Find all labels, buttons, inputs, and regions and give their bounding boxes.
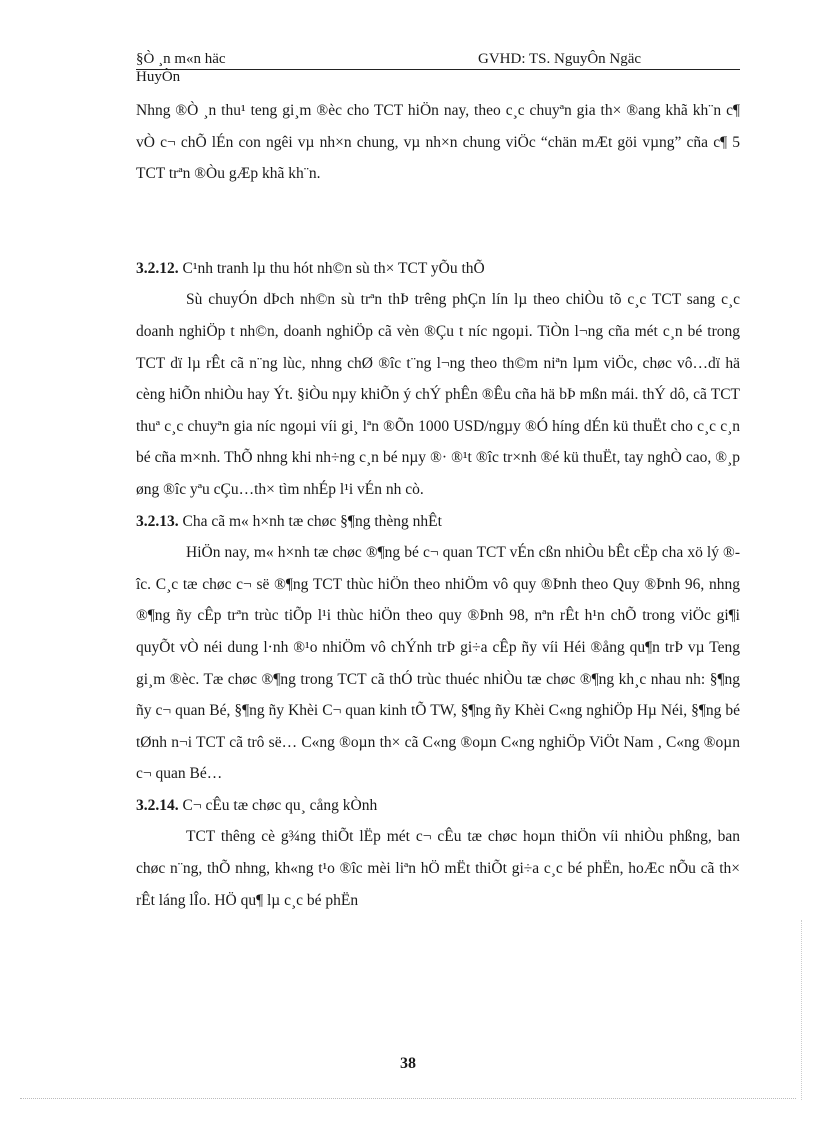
header-supervisor: GVHD: TS. NguyÔn Ngäc (478, 51, 642, 67)
header-divider (136, 69, 740, 70)
section-number: 3.2.13. (136, 512, 179, 530)
section-number: 3.2.14. (136, 796, 179, 814)
header-subject: §Ò ¸n m«n häc (136, 51, 226, 67)
section-title: Cha cã m« h×nh tæ chøc §¶ng thèng nhÊt (182, 512, 442, 530)
section-spacer (136, 190, 740, 253)
page-right-edge (801, 920, 802, 1100)
paragraph-intro: Nhng ®Ò ¸n thu¹ teng gi¸m ®èc cho TCT hiÖn nay, theo c¸c chuyªn gia th× ®ang khã kh¨n c¶ vÒ c¬ chÕ lÉn con ngêi vµ nh×n chung, vµ nh×n chung viÖc “chän mÆt göi vµng” cña c¶ 5 TCT trªn ®Òu gÆp khã kh¨n. (136, 102, 740, 183)
document-body (136, 95, 740, 916)
section-heading-3-2-13 (136, 506, 740, 538)
section-title: C¹nh tranh lµ thu hót nh©n sù th× TCT yÕu thÕ (182, 259, 485, 277)
section-heading-3-2-14 (136, 790, 740, 822)
section-heading-3-2-12 (136, 253, 740, 285)
page-number: 38 (400, 1055, 416, 1072)
section-number: 3.2.12. (136, 259, 179, 277)
paragraph-competition: Sù chuyÓn dÞch nh©n sù trªn thÞ trêng phÇn lín lµ theo chiÒu tõ c¸c TCT sang c¸c doanh nghiÖp t nh©n, doanh nghiÖp cã vèn ®Çu t níc ngoµi. TiÒn l¬ng cña mét c¸n bé trong TCT dï lµ rÊt cã n¨ng lùc, nhng chØ ®îc t¨ng l¬ng theo th©m niªn lµm viÖc, chøc vô…dï hä cèng hiÕn nhiÒu hay Ýt. §iÒu nµy khiÕn ý chÝ phÊn ®Êu cña hä bÞ mßn mái. thÝ dô, cã TCT thuª c¸c chuyªn gia níc ngoµi víi gi¸ lªn ®Õn 1000 USD/ngµy ®Ó híng dÉn kü thuËt cho c¸c c¸n bé cña m×nh. ThÕ nhng khi nh÷ng c¸n bé nµy ®· ®¹t ®îc tr×nh ®é kü thuËt, tay nghÒ cao, ®¸p øng ®îc yªu cÇu…th× tìm nhÉp l¹i vÉn nh cò. (136, 291, 740, 498)
paragraph-structure: TCT thêng cè g¾ng thiÕt lËp mét c¬ cÊu tæ chøc hoµn thiÖn víi nhiÒu phßng, ban chøc n¨ng, thÕ nhng, kh«ng t¹o ®îc mèi liªn hÖ mËt thiÕt gi÷a c¸c bé phËn, hoÆc nÕu cã th× rÊt láng lÎo. HÖ qu¶ lµ c¸c bé phËn (136, 828, 740, 909)
header-supervisor-continued: HuyÒn (136, 69, 181, 85)
section-title: C¬ cÊu tæ chøc qu¸ cång kÒnh (182, 796, 378, 814)
page-bottom-edge (20, 1098, 796, 1099)
paragraph-party-model: HiÖn nay, m« h×nh tæ chøc ®¶ng bé c¬ quan TCT vÉn cßn nhiÒu bÊt cËp cha xö lý ®îc. C¸c tæ chøc c¬ së ®¶ng TCT thùc hiÖn theo nhiÖm vô quy ®Þnh theo Quy ®Þnh 96, nhng ®¶ng ñy cÊp trªn trùc tiÕp l¹i thùc hiÖn theo quy ®Þnh 98, nªn rÊt h¹n chÕ trong viÖc gi¶i quyÕt vÒ néi dung l·nh ®¹o nhiÖm vô chÝnh trÞ gi÷a cÊp ñy víi Héi ®ång qu¶n trÞ vµ Teng gi¸m ®èc. Tæ chøc ®¶ng trong TCT cã thÓ trùc thuéc nhiÒu tæ chøc ®¶ng kh¸c nhau nh: §¶ng ñy c¬ quan Bé, §¶ng ñy Khèi C¬ quan kinh tÕ TW, §¶ng ñy Khèi C«ng nghiÖp Hµ Néi, §¶ng bé tØnh n¬i TCT cã trô së… C«ng ®oµn th× cã C«ng ®oµn C«ng nghiÖp ViÖt Nam , C«ng ®oµn c¬ quan Bé… (136, 544, 740, 783)
